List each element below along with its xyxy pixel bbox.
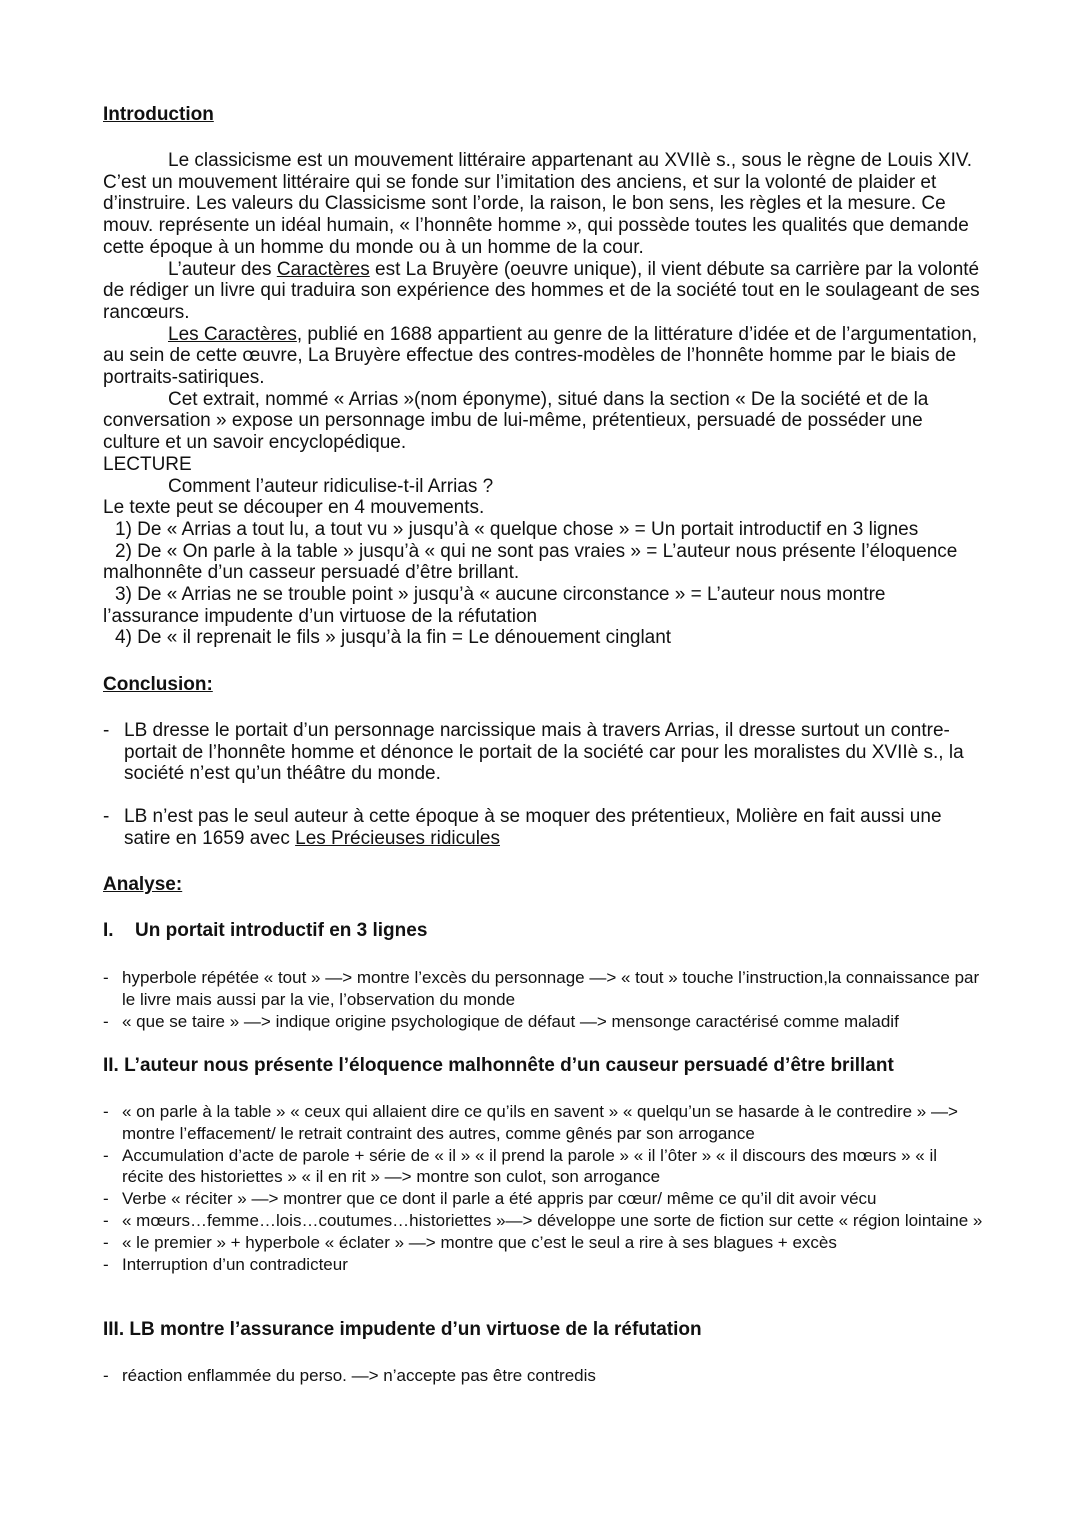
analyse-section-3-list bbox=[103, 1365, 983, 1387]
book-title-les-caracteres: Les Caractères bbox=[168, 323, 297, 345]
analyse-bullet: - Accumulation d’acte de parole + série de « il » « il prend la parole » « il l’ôter » « il discours des mœurs » « il récite des historiettes » « il en rit » —> montre son culot, son arrogance bbox=[103, 1145, 983, 1189]
conclusion-bullet: - LB dresse le portait d’un personnage narcissique mais à travers Arrias, il dresse surtout un contre-portait de l’honnête homme et dénonce le portait de la société car pour les moralistes du XVIIè s., la société n’est qu’un théâtre du monde. bbox=[103, 720, 973, 785]
analyse-section-3-title: III. LB montre l’assurance impudente d’un virtuose de la réfutation bbox=[103, 1319, 702, 1340]
conclusion-list bbox=[103, 720, 973, 785]
analyse-section-1-list bbox=[103, 967, 983, 1032]
movement-item: 2) De « On parle à la table » jusqu’à « qui ne sont pas vraies » = L’auteur nous présente l’éloquence malhonnête d’un casseur persuadé d’être brillant. bbox=[103, 540, 958, 584]
analyse-bullet: - « le premier » + hyperbole « éclater » —> montre que c’est le seul a rire à ses blagues + excès bbox=[103, 1232, 983, 1254]
decoupage-text: Le texte peut se découper en 4 mouvements. bbox=[103, 497, 485, 519]
analyse-section-2-title: II. L’auteur nous présente l’éloquence malhonnête d’un causeur persuadé d’être brillant bbox=[103, 1055, 894, 1076]
conclusion-bullet bbox=[103, 806, 973, 849]
analyse-bullet: - Verbe « réciter » —> montrer que ce dont il parle a été appris par cœur/ même ce qu’il dit avoir vécu bbox=[103, 1188, 983, 1210]
analyse-bullet: - réaction enflammée du perso. —> n’accepte pas être contredis bbox=[103, 1365, 983, 1387]
analyse-bullet: - « mœurs…femme…lois…coutumes…historiettes »—> développe une sorte de fiction sur cette « région lointaine » bbox=[103, 1210, 983, 1232]
conclusion-heading: Conclusion: bbox=[103, 674, 213, 695]
introduction-heading: Introduction bbox=[103, 104, 214, 125]
intro-paragraph-oeuvre bbox=[103, 324, 983, 389]
lecture-label: LECTURE bbox=[103, 453, 192, 475]
intro-p3-text: , publié en 1688 appartient au genre de la littérature d’idée et de l’argumentation, au sein de cette œuvre, La Bruyère effectue des contres-modèles de l’honnête homme par le biais de portraits-satiriques. bbox=[103, 323, 978, 389]
conclusion-list-2 bbox=[103, 806, 973, 849]
section-title-text: Un portait introductif en 3 lignes bbox=[135, 920, 428, 941]
analyse-heading: Analyse: bbox=[103, 874, 183, 895]
book-title-caracteres: Caractères bbox=[276, 258, 370, 280]
section-number: I. bbox=[103, 920, 114, 941]
analyse-bullet: - « que se taire » —> indique origine psychologique de défaut —> mensonge caractérisé comme maladif bbox=[103, 1011, 983, 1033]
book-title-precieuses: Les Précieuses ridicules bbox=[295, 827, 500, 849]
movement-item: 3) De « Arrias ne se trouble point » jusqu’à « aucune circonstance » = L’auteur nous montre l’assurance impudente d’un virtuose de la réfutation bbox=[103, 584, 886, 627]
analyse-bullet: - hyperbole répétée « tout » —> montre l’excès du personnage —> « tout » touche l’instruction,la connaissance par le livre mais aussi par la vie, l’observation du monde bbox=[103, 967, 983, 1011]
intro-paragraph-extrait: Cet extrait, nommé « Arrias »(nom éponyme), situé dans la section « De la société et de la conversation » expose un personnage imbu de lui-même, prétentieux, persuadé de posséder une culture et un savoir encyclopédique. bbox=[103, 388, 929, 454]
conclusion-bullet-text: LB n’est pas le seul auteur à cette époque à se moquer des prétentieux, Molière en fait aussi une satire en 1659 avec bbox=[124, 806, 942, 849]
intro-p2-text: L’auteur des bbox=[168, 258, 277, 280]
intro-p2-text-end: est La Bruyère (oeuvre unique), il vient débute sa carrière par la volonté de rédiger un livre qui traduira son expérience des hommes et de la société tout en le soulageant de ses rancœurs. bbox=[103, 258, 980, 323]
analyse-bullet: - « on parle à la table » « ceux qui allaient dire ce qu’ils en savent » « quelqu’un se hasarde à le contredire » —> montre l’effacement/ le retrait contraint des autres, comme gênés par son arrogance bbox=[103, 1101, 983, 1145]
analyse-section-2-list bbox=[103, 1101, 983, 1275]
introduction-body bbox=[103, 150, 983, 649]
intro-paragraph-classicisme: Le classicisme est un mouvement littéraire appartenant au XVIIè s., sous le règne de Louis XIV. C’est un mouvement littéraire qui se fonde sur l’imitation des anciens, et sur la volonté de plaider et d’instruire. Les valeurs du Classicisme sont l’orde, la raison, le bon sens, les règles et la mesure. Ce mouv. représente un idéal humain, « l’honnête homme », qui possède toutes les qualités que demande cette époque à un homme du monde ou à un homme de la cour. bbox=[103, 150, 973, 258]
movement-item: 4) De « il reprenait le fils » jusqu’à la fin = Le dénouement cinglant bbox=[115, 627, 672, 649]
problematique: Comment l’auteur ridiculise-t-il Arrias ? bbox=[168, 475, 494, 497]
analyse-bullet: - Interruption d’un contradicteur bbox=[103, 1254, 983, 1276]
intro-paragraph-auteur bbox=[103, 259, 983, 324]
movement-item: 1) De « Arrias a tout lu, a tout vu » jusqu’à « quelque chose » = Un portait introductif en 3 lignes bbox=[115, 518, 919, 540]
analyse-section-1-title bbox=[103, 920, 427, 942]
